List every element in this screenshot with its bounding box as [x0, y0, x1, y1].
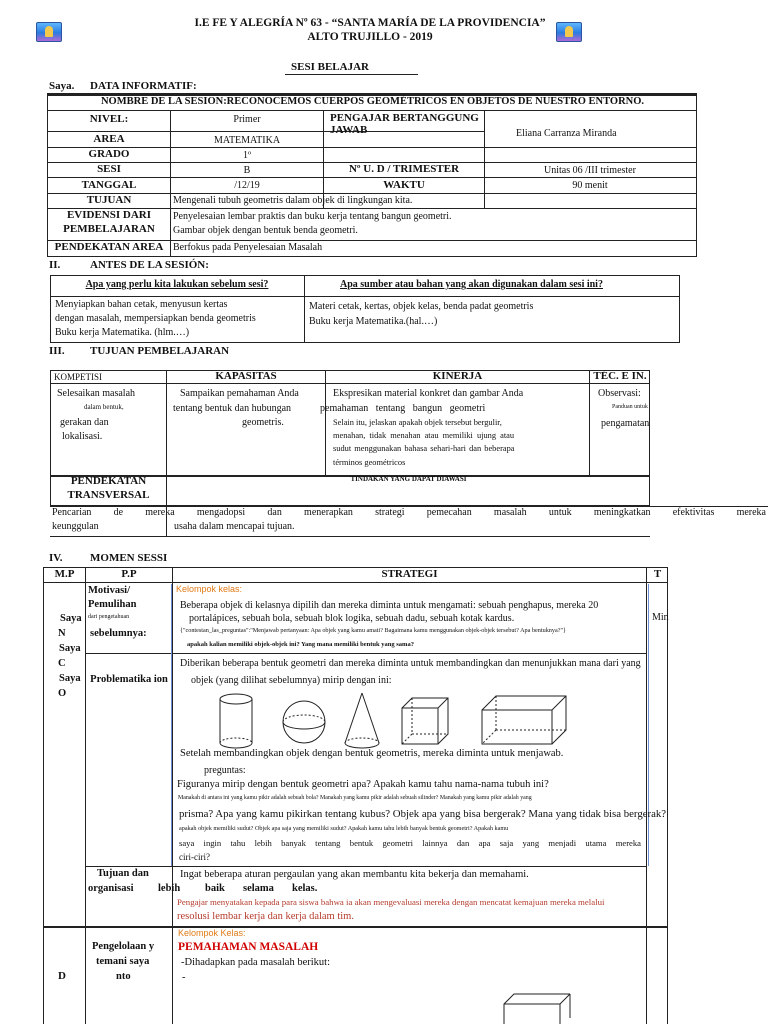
mp-letter: Saya: [59, 673, 81, 684]
row-line: [43, 926, 668, 928]
answer1-line2: dengan masalah, mempersiapkan benda geometris: [55, 313, 256, 324]
section3-number: III.: [49, 345, 65, 357]
question-resources: Apa sumber atau bahan yang akan digunakan dalam sesi ini?: [340, 279, 603, 290]
pp-motivasi-line2: Pemulihan: [88, 599, 137, 610]
col-line: [646, 567, 647, 1024]
pendekatan-label: PENDEKATAN AREA: [54, 241, 164, 253]
mp-letter: C: [58, 658, 66, 669]
row-line: [47, 110, 697, 111]
page-title: SESI BELAJAR: [291, 61, 369, 73]
tujuan-value: Mengenali tubuh geometris dalam objek di lingkungan kita.: [173, 195, 413, 206]
pp-pengelolaan-line3: nto: [116, 971, 131, 982]
tindakan-label: TINDAKAN YANG DAPAT DIAWASI: [350, 475, 467, 483]
pp-tujuan-kelas: kelas.: [292, 883, 318, 894]
row-line: [43, 582, 668, 583]
transversal-text-line2b: usaha dalam mencapai tujuan.: [174, 521, 295, 532]
evidensi-line2: Gambar objek dengan bentuk benda geometri.: [173, 225, 358, 236]
pp-tujuan-line1: Tujuan dan: [97, 868, 149, 879]
kinerja-line5: sudut menggunakan bahasa sehari-hari dan beberapa: [333, 444, 515, 453]
header-kompetisi: KOMPETISI: [54, 372, 103, 382]
header-strategi: STRATEGI: [381, 568, 438, 580]
transversal-text-line2a: keunggulan: [52, 521, 99, 532]
school-location: ALTO TRUJILLO - 2019: [307, 31, 433, 43]
pendekatan-value: Berfokus pada Penyelesaian Masalah: [173, 242, 323, 253]
question-before-session: Apa yang perlu kita lakukan sebelum sesi?: [85, 279, 269, 290]
tujuan-label: TUJUAN: [86, 194, 132, 206]
header-mp: M.P: [54, 568, 75, 580]
strategy3-line3: resolusi lembar kerja dan kerja dalam tim.: [177, 911, 354, 922]
section1-title: DATA INFORMATIF:: [90, 80, 197, 92]
pp-tujuan-organisasi: organisasi: [88, 883, 134, 894]
grado-value: 1º: [242, 150, 252, 161]
section2-title: ANTES DE LA SESIÓN:: [90, 259, 209, 271]
margin-line: [648, 584, 649, 866]
strategy1-line3: {"contestan_las_preguntas":"Menjawab pertanyaan: Apa objek yang kamu amati? Bagaimana kamu menggunakan objek-objek tersebut? Apa bentuknya?"}: [180, 627, 566, 634]
kompetisi-line3: gerakan dan: [60, 417, 109, 428]
kapasitas-line1: Sampaikan pemahaman Anda: [180, 388, 299, 399]
cube-icon: [402, 698, 448, 744]
evidensi-label: EVIDENSI DARI PEMBELAJARAN: [63, 209, 155, 235]
tec-line2: Panduan untuk: [612, 404, 648, 410]
school-name: I.E FE Y ALEGRÍA Nº 63 - “SANTA MARÍA DE LA PROVIDENCIA”: [194, 17, 546, 29]
kinerja-line1: Ekspresikan material konkret dan gambar Anda: [333, 388, 524, 399]
pp-tujuan-lebih: lebih: [158, 883, 181, 894]
section3-title: TUJUAN PEMBELAJARAN: [90, 345, 230, 357]
section1-number: Saya.: [49, 80, 75, 92]
strategy2-line5: Figuranya mirip dengan bentuk geometri apa? Apakah kamu tahu nama-nama tubuh ini?: [177, 779, 549, 790]
transversal-label: PENDEKATAN TRANSVERSAL: [67, 475, 150, 501]
pp-motivasi-line3: dari pengetahuan: [88, 614, 130, 620]
margin-line: [171, 584, 172, 866]
row-line: [85, 866, 646, 867]
time-value: Min: [652, 612, 669, 623]
sesi-value: B: [243, 165, 251, 176]
col-line: [304, 275, 305, 343]
mp-letter: N: [58, 628, 66, 639]
group-label-2: Kelompok Kelas:: [178, 928, 246, 938]
header-kapasitas: KAPASITAS: [215, 370, 277, 382]
strategy4-line1: -Dihadapkan pada masalah berikut:: [181, 957, 330, 968]
row-line: [50, 536, 650, 537]
strategy1-line4: apakah kalian memiliki objek-objek ini? Yang mana memiliki bentuk yang sama?: [187, 641, 414, 648]
prism-icon: [482, 696, 566, 744]
section4-title: MOMEN SESSI: [90, 552, 168, 564]
kompetisi-line2: dalam bentuk,: [84, 403, 124, 411]
answer2-line2: Buku kerja Matematika.(hal.…): [309, 316, 438, 327]
kapasitas-line3: geometris.: [242, 417, 284, 428]
strategy4-title: PEMAHAMAN MASALAH: [178, 941, 319, 953]
row-line: [47, 177, 697, 178]
session-name: NOMBRE DE LA SESION:RECONOCEMOS CUERPOS GEOMÉTRICOS EN OBJETOS DE NUESTRO ENTORNO.: [100, 96, 645, 107]
strategy2-line1: Diberikan beberapa bentuk geometri dan mereka diminta untuk membandingkan dan menunjukkan mana dari yang: [180, 658, 641, 669]
cone-icon: [345, 693, 379, 748]
nivel-label: NIVEL:: [89, 113, 129, 125]
tec-line3: pengamatan: [601, 418, 650, 429]
col-line: [166, 370, 167, 476]
header-tec: TÉC. E IN.: [593, 370, 647, 382]
answer1-line1: Menyiapkan bahan cetak, menyusun kertas: [55, 299, 228, 310]
tanggal-label: TANGGAL: [81, 179, 137, 191]
pengajar-label: PENGAJAR BERTANGGUNG JAWAB: [330, 112, 479, 137]
strategy4-line2: -: [182, 972, 186, 983]
row-line: [50, 383, 650, 384]
kinerja-line2: pemahaman tentang bangun geometri: [320, 403, 486, 414]
pp-pengelolaan-line1: Pengelolaan y: [92, 941, 155, 952]
section2-number: II.: [49, 259, 61, 271]
kinerja-line3: Selain itu, jelaskan apakah objek tersebut bergulir,: [333, 418, 502, 427]
kompetisi-line4: lokalisasi.: [62, 431, 103, 442]
waktu-value: 90 menit: [572, 180, 608, 191]
col-line: [166, 506, 167, 536]
unit-value: Unitas 06 /III trimester: [544, 165, 636, 176]
col-line: [323, 110, 324, 208]
group-label-1: Kelompok kelas:: [176, 584, 243, 594]
strategy2-line3: Setelah membandingkan objek dengan bentuk geometris, mereka diminta untuk menjawab.: [180, 748, 564, 759]
kinerja-line4: menahan, tidak menahan atau memiliki ujung atau: [333, 431, 515, 440]
strategy2-line6: Manakah di antara ini yang kamu pikir adalah sebuah bola? Manakah yang kamu pikir adalah sebuah silinder? Manakah yang kamu pikir adalah yang: [178, 795, 532, 801]
strategy1-line1: Beberapa objek di kelasnya dipilih dan mereka diminta untuk mengamati: sebuah penghapus, mereka 20: [180, 600, 599, 611]
geometric-shapes: [212, 690, 582, 754]
transversal-text-line1: Pencarian de mereka mengadopsi dan menerapkan strategi pemecahan masalah untuk meningkatkan efektivitas mereka: [52, 507, 766, 518]
pp-tujuan-selama: selama: [243, 883, 274, 894]
kapasitas-line2: tentang bentuk dan hubungan: [173, 403, 292, 414]
row-line: [50, 296, 680, 297]
sphere-icon: [283, 701, 325, 743]
strategy2-line7: prisma? Apa yang kamu pikirkan tentang kubus? Objek apa yang bisa bergerak? Mana yang tidak bisa bergerak?: [179, 808, 667, 820]
mp-letter: Saya: [60, 613, 82, 624]
title-underline: [285, 74, 418, 75]
unit-label: Nº U. D / TRIMESTER: [348, 163, 460, 175]
pp-tujuan-baik: baik: [205, 883, 225, 894]
answer1-line3: Buku kerja Matematika. (hlm.…): [55, 327, 190, 338]
grado-label: GRADO: [88, 148, 130, 160]
pp-motivasi-line4: sebelumnya:: [90, 628, 147, 639]
area-value: MATEMATIKA: [213, 135, 281, 146]
pp-motivasi-line1: Motivasi/: [88, 585, 130, 596]
answer2-line1: Materi cetak, kertas, objek kelas, benda padat geometris: [309, 301, 534, 312]
strategy3-line2: Pengajar menyatakan kepada para siswa bahwa ia akan mengevaluasi mereka dengan mencatat kemajuan mereka melalui: [177, 897, 605, 907]
prism-partial-icon: [500, 990, 580, 1024]
evidensi-line1: Penyelesaian lembar praktis dan buku kerja tentang bangun geometri.: [173, 211, 452, 222]
waktu-label: WAKTU: [383, 179, 425, 191]
kompetisi-line1: Selesaikan masalah: [57, 388, 136, 399]
mp-letter-d: D: [58, 970, 66, 982]
col-line: [589, 370, 590, 476]
kinerja-line6: términos geométricos: [333, 458, 406, 467]
col-line: [484, 110, 485, 208]
strategy3-line1: Ingat beberapa aturan pergaulan yang akan membantu kita bekerja dan memahami.: [180, 869, 529, 880]
col-line: [325, 370, 326, 476]
strategy2-line2: objek (yang dilihat sebelumnya) mirip dengan ini:: [191, 675, 392, 686]
nivel-value: Primer: [233, 114, 261, 125]
strategy2-line4: preguntas:: [204, 765, 246, 776]
strategy2-line8: apakah objek memiliki sudut? Objek apa saja yang memiliki sudut? Apakah kamu tahu lebih banyak bentuk geometri? Apakah kamu: [179, 825, 509, 832]
tanggal-value: /12/19: [234, 180, 260, 191]
col-line: [172, 567, 173, 1024]
strategy2-line9: saya ingin tahu lebih banyak tentang bentuk geometri lainnya dan apa saja yang menjadi utama mereka: [179, 838, 641, 848]
strategy2-line10: ciri-ciri?: [179, 852, 210, 862]
school-logo-left-icon: [36, 22, 62, 42]
sesi-label: SESI: [97, 163, 121, 175]
area-label: AREA: [93, 133, 125, 145]
col-line: [85, 567, 86, 1024]
mp-letter: Saya: [59, 643, 81, 654]
pp-problematika: Problematika ion: [90, 674, 168, 685]
header-t: T: [653, 568, 662, 580]
header-pp: P.P: [121, 568, 137, 580]
strategy1-line2: portalápices, sebuah bola, sebuah blok logika, sebuah dadu, sebuah kotak kardus.: [189, 613, 515, 624]
mp-letter: O: [58, 688, 67, 699]
row-line: [85, 653, 646, 654]
tec-line1: Observasi:: [598, 388, 641, 399]
header-kinerja: KINERJA: [432, 370, 483, 382]
section4-number: IV.: [49, 552, 63, 564]
pp-pengelolaan-line2: temani saya: [96, 956, 150, 967]
teacher-name: Eliana Carranza Miranda: [516, 128, 617, 139]
cylinder-icon: [220, 694, 252, 748]
